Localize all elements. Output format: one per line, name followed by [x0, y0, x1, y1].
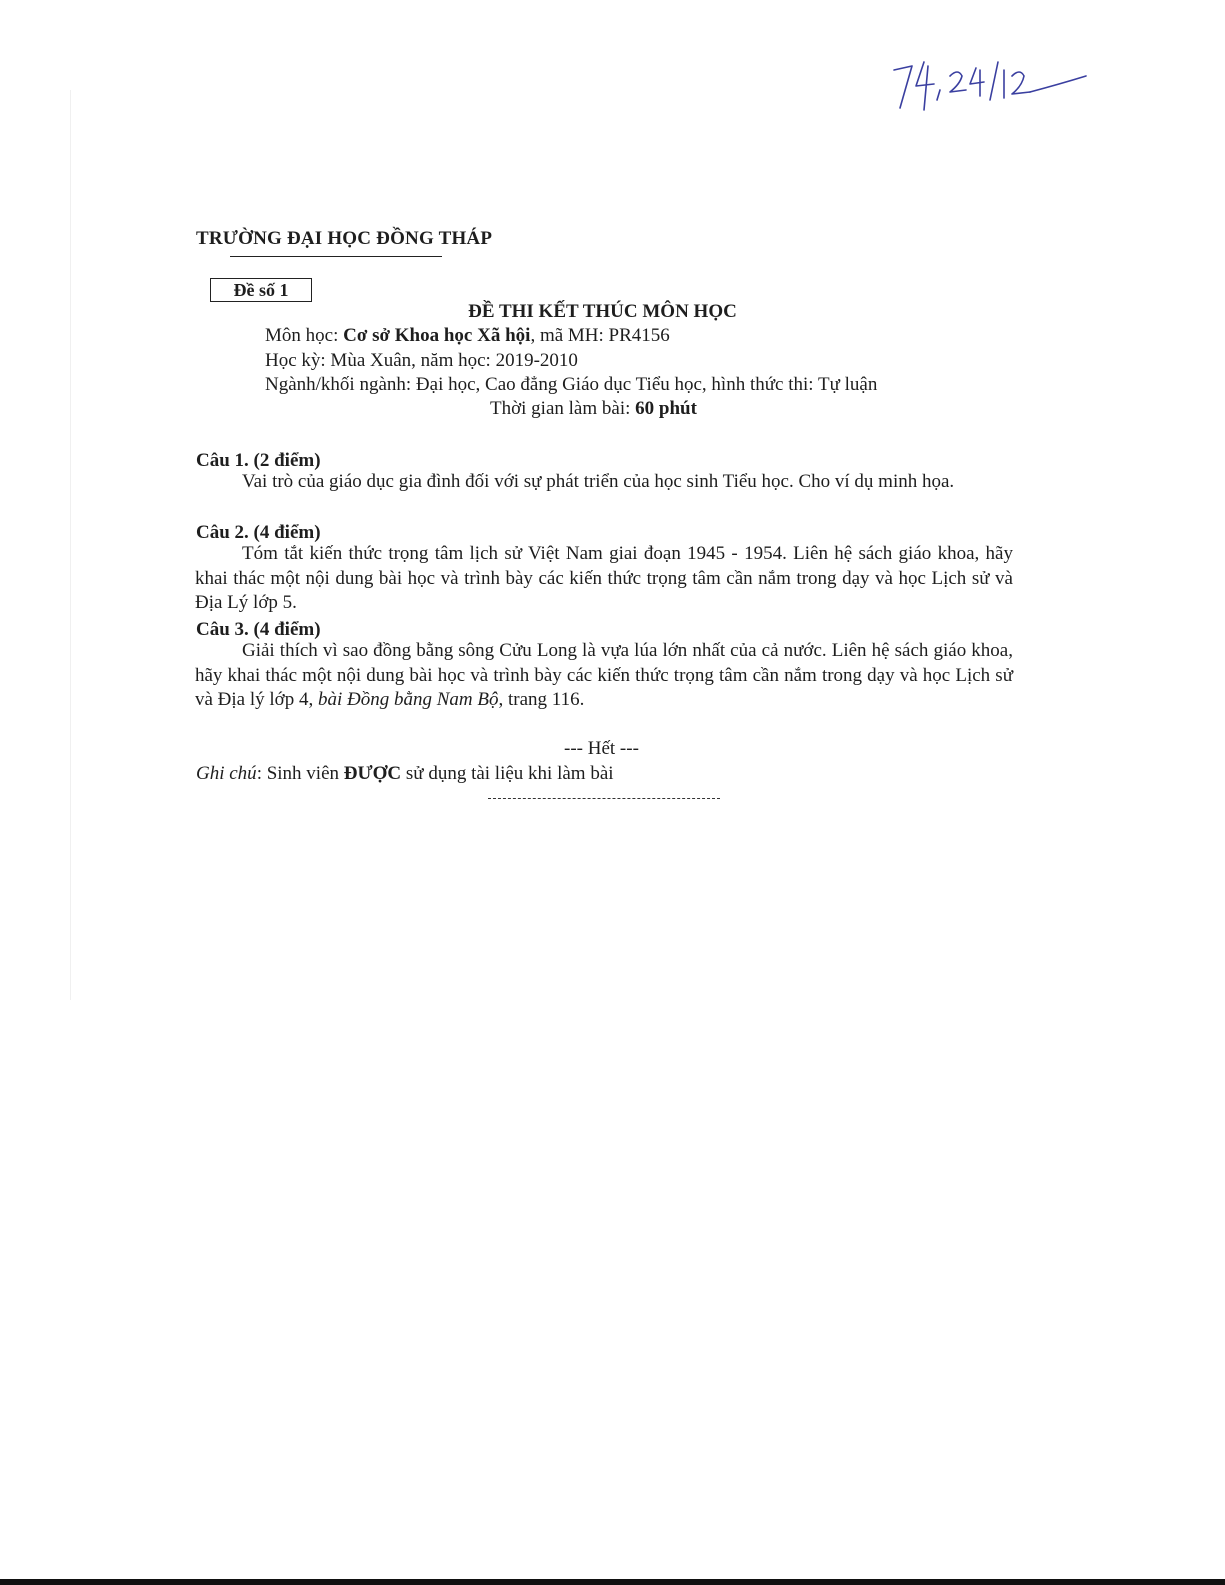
- scan-edge-line: [70, 90, 71, 1000]
- note-text-start: : Sinh viên: [256, 763, 344, 784]
- duration-value: 60 phút: [635, 398, 697, 419]
- duration-line: [490, 398, 697, 420]
- scan-bottom-edge: [0, 1579, 1225, 1585]
- note-text-end: sử dụng tài liệu khi làm bài: [401, 763, 614, 784]
- exam-title: ĐỀ THI KẾT THÚC MÔN HỌC: [468, 301, 737, 322]
- end-mark: --- Hết ---: [564, 738, 639, 759]
- question-2-heading: Câu 2. (4 điểm): [196, 522, 321, 543]
- duration-label: Thời gian làm bài:: [490, 398, 636, 419]
- course-name: Cơ sở Khoa học Xã hội: [343, 325, 531, 346]
- question-3-text: [195, 639, 1013, 713]
- handwritten-signature-icon: [890, 48, 1090, 128]
- question-2-text: Tóm tắt kiến thức trọng tâm lịch sử Việt Nam giai đoạn 1945 - 1954. Liên hệ sách giáo khoa, hãy khai thác một nội dung bài học và trình bày các kiến thức trọng tâm cần nắm trong dạy và học Lịch sử và Địa Lý lớp 5.: [195, 543, 1013, 613]
- school-underline: [230, 256, 442, 257]
- question-3-text-end: , trang 116.: [498, 689, 585, 710]
- question-3-lesson-title: bài Đồng bằng Nam Bộ: [317, 689, 499, 710]
- handwritten-annotation: [890, 48, 1090, 128]
- note-label: Ghi chú: [196, 763, 257, 784]
- question-1-heading: Câu 1. (2 điểm): [196, 450, 321, 471]
- course-line: [265, 325, 670, 347]
- exam-code-box: Đề số 1: [210, 278, 312, 302]
- note-line: [196, 763, 614, 785]
- question-1-text: Vai trò của giáo dục gia đình đối với sự phát triển của học sinh Tiểu học. Cho ví dụ minh họa.: [242, 471, 955, 492]
- semester-line: Học kỳ: Mùa Xuân, năm học: 2019-2010: [265, 350, 578, 371]
- course-label: Môn học:: [265, 325, 344, 346]
- question-3-text-main: Giải thích vì sao đồng bằng sông Cửu Long là vựa lúa lớn nhất của cả nước. Liên hệ sách giáo khoa, hãy khai thác một nội dung bài học và trình bày các kiến thức trọng tâm cần nắm trong dạy và học Lịch sử và Địa lý lớp 4,: [195, 640, 1013, 710]
- program-line: Ngành/khối ngành: Đại học, Cao đẳng Giáo dục Tiểu học, hình thức thi: Tự luận: [265, 374, 878, 395]
- course-code: , mã MH: PR4156: [530, 325, 670, 346]
- question-3-heading: Câu 3. (4 điểm): [196, 619, 321, 640]
- note-emphasis: ĐƯỢC: [343, 763, 402, 784]
- end-dashed-line: [488, 798, 720, 799]
- school-name: TRƯỜNG ĐẠI HỌC ĐỒNG THÁP: [196, 228, 493, 249]
